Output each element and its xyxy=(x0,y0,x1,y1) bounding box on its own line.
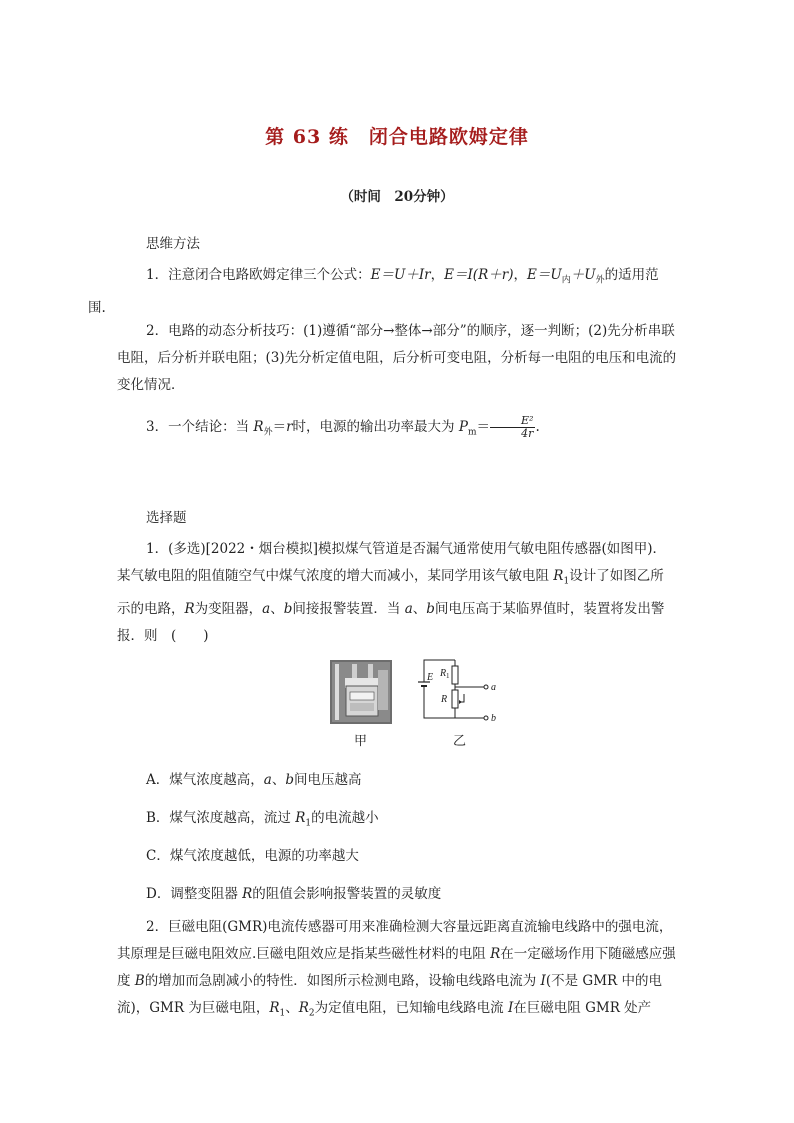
option-a[interactable]: A．煤气浓度越高，a、b间电压越高 xyxy=(146,772,362,788)
question-1: 1．(多选)[2022・烟台模拟]模拟煤气管道是否漏气通常使用气敏电阻传感器(如图甲)．某气敏电阻的阻值随空气中煤气浓度的增大而减小，某同学用该气敏电阻 $R_1$设计了如图乙所示的电路，R为变阻器，a、b间接报警装置．当 a、b间电压高于某临界值时，装置将发出警报．则 ( ) xyxy=(117,541,667,644)
label-r1-sub: 1 xyxy=(446,672,450,680)
option-b[interactable]: B．煤气浓度越高，流过 $R_1$的电流越小 xyxy=(146,810,379,829)
page-title: 第 63 练 闭合电路欧姆定律 xyxy=(265,126,529,148)
option-c[interactable]: C．煤气浓度越低，电源的功率越大 xyxy=(146,848,359,864)
figure-caption-yi: 乙 xyxy=(453,734,467,749)
method-item-2: 2．电路的动态分析技巧：(1)遵循“部分→整体→部分”的顺序，逐一判断；(2)先分析串联电阻，后分析并联电阻；(3)先分析定值电阻，后分析可变电阻，分析每一电阻的电压和电流的变化情况． xyxy=(117,323,677,393)
terminal-b xyxy=(484,716,488,720)
figure-caption-jia: 甲 xyxy=(354,734,368,749)
choice-heading: 选择题 xyxy=(146,510,187,526)
option-d[interactable]: D．调整变阻器 R的阻值会影响报警装置的灵敏度 xyxy=(146,886,442,902)
question-2: 2．巨磁电阻(GMR)电流传感器可用来准确检测大容量远距离直流输电线路中的强电流，其原理是巨磁电阻效应.巨磁电阻效应是指某些磁性材料的电阻 R在一定磁场作用下随磁感应强度 B的增加而急剧减小的特性．如图所示检测电路，设输电线路电流为 I(不是 GMR 中的电流)，GMR 为巨磁电阻，$R_1$、$R_2$为定值电阻，已知输电线路电流 I在巨磁电阻 GMR 处产 xyxy=(117,919,676,1019)
resistor-r1 xyxy=(452,666,458,684)
max-power-fraction: $\frac{\text{E²}}{4r}$ xyxy=(490,415,535,440)
terminal-a xyxy=(484,685,488,689)
label-r: R xyxy=(441,694,448,705)
variable-resistor-r xyxy=(452,690,458,708)
label-r1: R xyxy=(440,668,447,679)
method-item-1: 1．注意闭合电路欧姆定律三个公式：E＝U＋Ir，E＝I(R＋r)，$E=U_内+U_外$的适用范 围. xyxy=(88,267,659,316)
bottom-wire xyxy=(424,686,455,718)
label-a: a xyxy=(491,682,496,693)
method-heading: 思维方法 xyxy=(146,236,200,252)
alarm-circuit-diagram xyxy=(410,656,506,730)
gas-sensor-photo xyxy=(330,660,392,724)
method-item-3: 3．一个结论：当 $R_外=r$时，电源的输出功率最大为 $P_m=$ $\frac{\text{E²}}{4r}$ . xyxy=(146,414,540,440)
time-limit: （时间 20分钟） xyxy=(340,189,454,205)
label-e: E xyxy=(427,672,434,683)
label-b: b xyxy=(491,713,496,724)
